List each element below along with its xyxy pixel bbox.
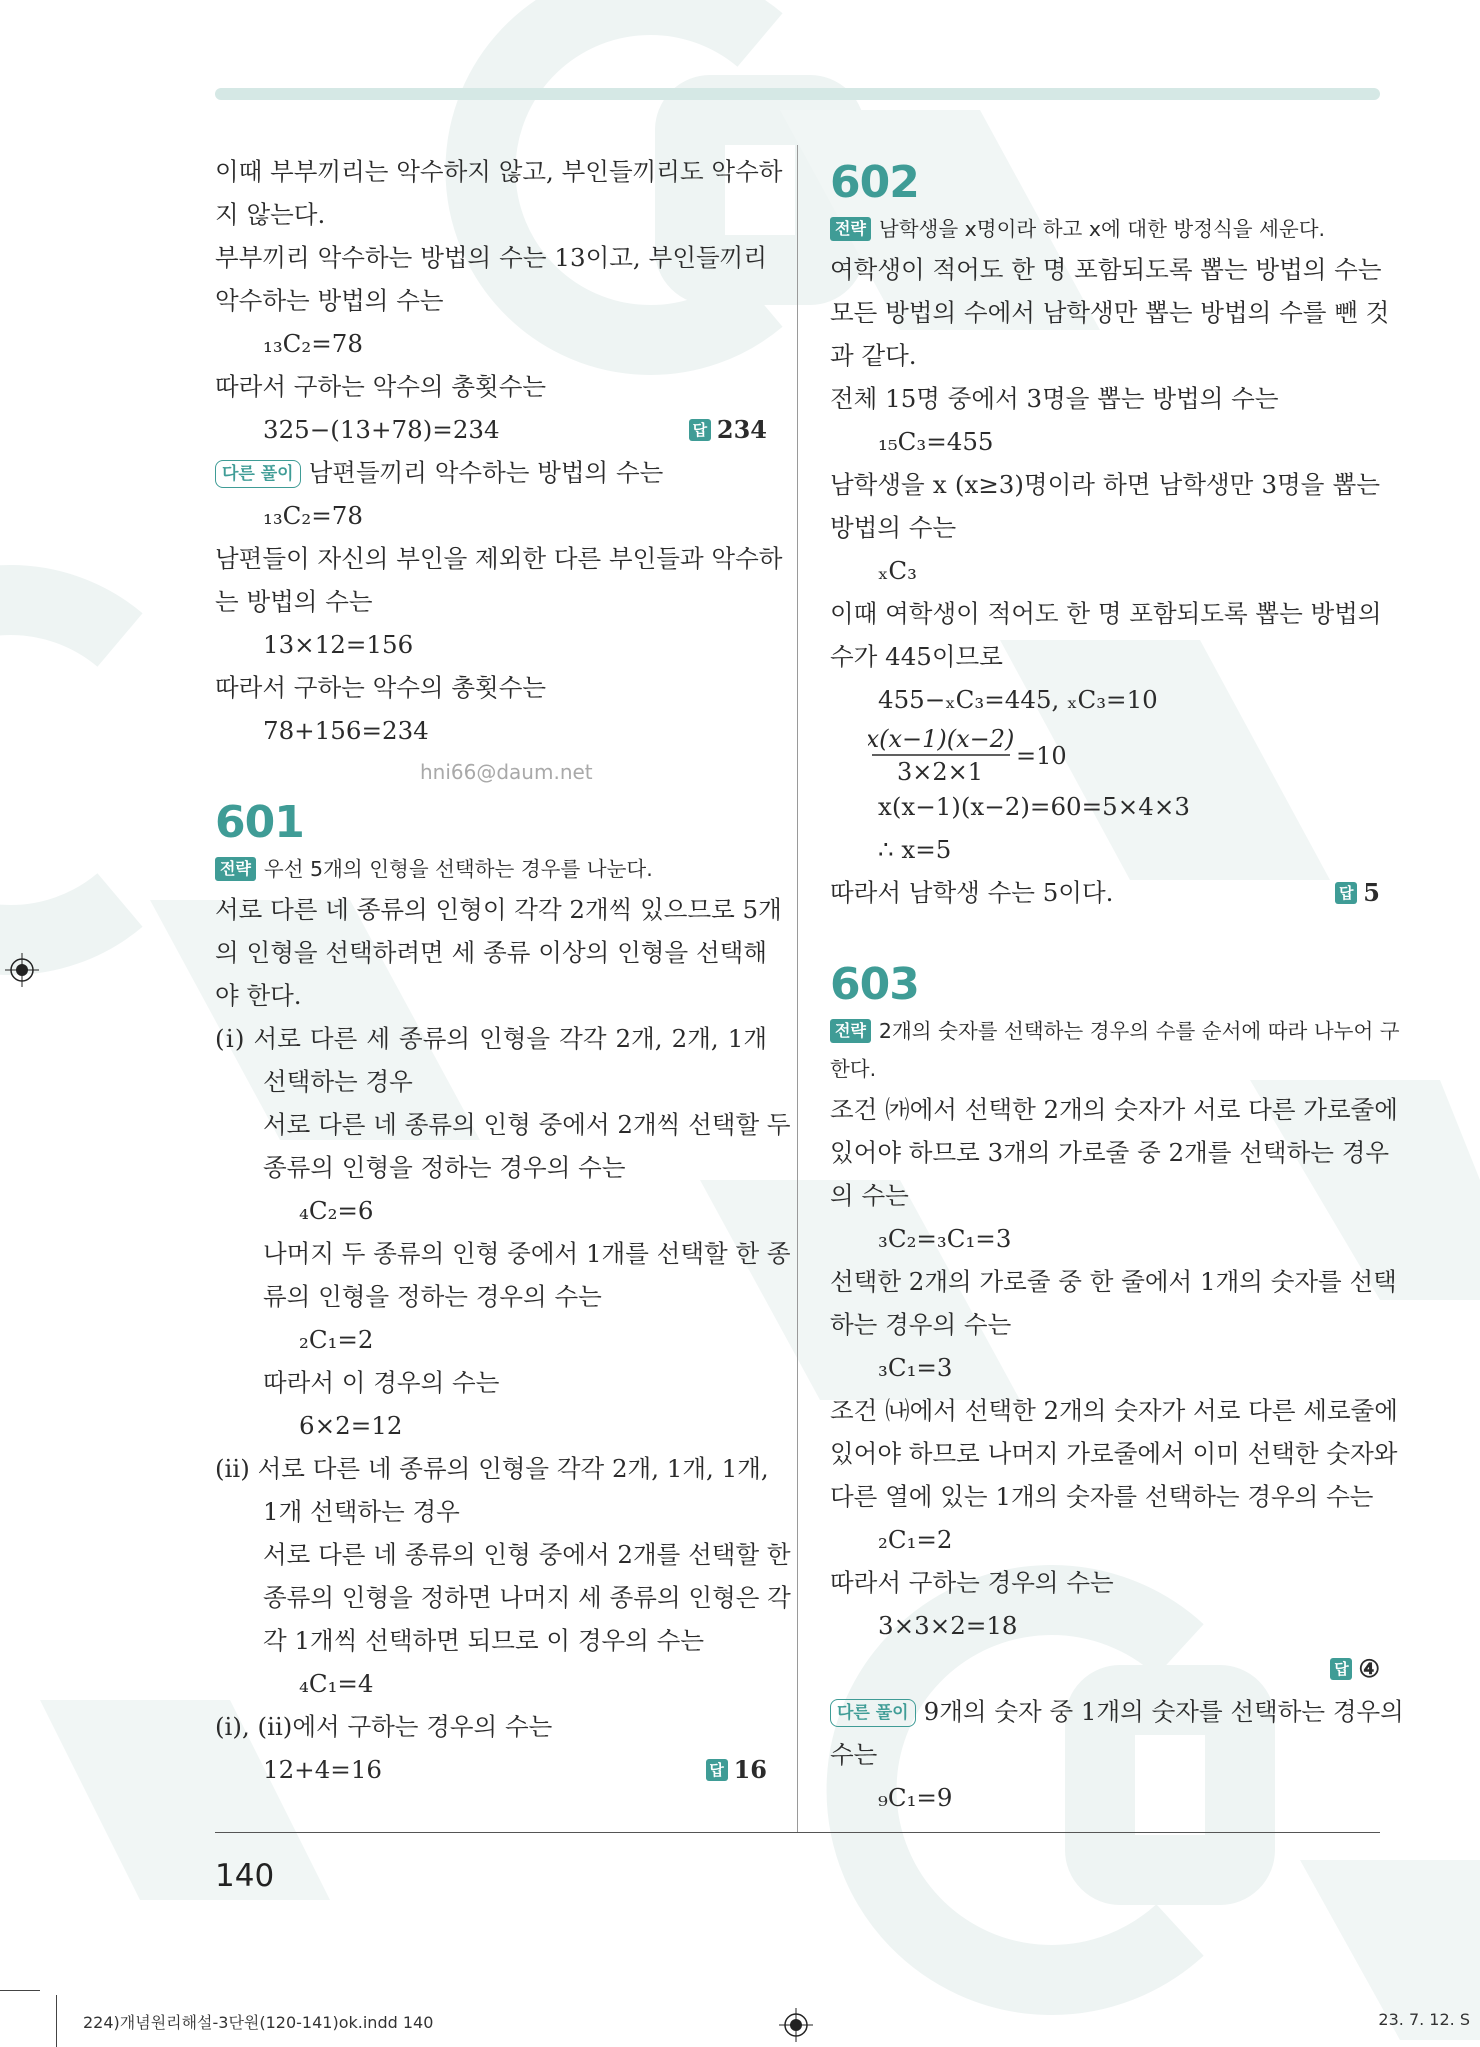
line-text: 야 한다. [215, 981, 302, 1010]
text-line [830, 1303, 1380, 1346]
watermark-email: hni66@daum.net [420, 760, 593, 784]
line-text: 서로 다른 네 종류의 인형이 각각 2개씩 있으므로 5개 [215, 895, 782, 924]
problem-number: 601 [215, 797, 304, 848]
line-text: ₉C₁=9 [878, 1783, 953, 1812]
line-text: 하는 경우의 수는 [830, 1310, 1012, 1339]
registration-mark-icon [5, 953, 39, 987]
line-text: 78+156=234 [263, 716, 429, 745]
text-line [215, 494, 767, 537]
line-text: 1개 선택하는 경우 [263, 1497, 460, 1526]
column-divider [797, 145, 798, 1833]
text-line [215, 408, 767, 451]
fraction-line [830, 721, 1380, 785]
registration-mark-icon [779, 2008, 813, 2042]
text-line [215, 1060, 767, 1103]
text-line [830, 1733, 1380, 1776]
text-line [830, 635, 1380, 678]
text-line [830, 1389, 1398, 1432]
text-line [830, 1647, 1380, 1690]
text-line [215, 1189, 767, 1232]
text-line [215, 1404, 767, 1447]
line-text: (ⅱ) 서로 다른 네 종류의 인형을 각각 2개, 1개, 1개, [215, 1454, 769, 1483]
text-line [215, 279, 767, 322]
text-line [830, 592, 1380, 635]
line-text: 선택하는 경우 [263, 1067, 413, 1096]
text-line [215, 1576, 791, 1619]
line-text: ₓC₃ [878, 556, 917, 585]
text-line [215, 451, 767, 494]
line-text: 수는 [830, 1740, 878, 1769]
strategy-tag: 전략 [215, 857, 256, 881]
line-text: ₃C₁=3 [878, 1353, 953, 1382]
footer-date: 23. 7. 12. S [1378, 2010, 1470, 2029]
text-line [215, 1490, 767, 1533]
text-line [215, 236, 767, 279]
text-line [830, 463, 1380, 506]
line-text: 따라서 구하는 악수의 총횟수는 [215, 372, 547, 401]
header-bar [215, 88, 1380, 100]
answer-mark [689, 408, 767, 451]
line-text: ₂C₁=2 [878, 1525, 953, 1554]
text-line [830, 1690, 1404, 1733]
answer-value: 16 [733, 1755, 767, 1784]
line-text: 3×3×2=18 [878, 1611, 1018, 1640]
text-line [215, 974, 767, 1017]
answer-value: 234 [716, 415, 767, 444]
line-text: ₁₅C₃=455 [878, 427, 994, 456]
text-line [830, 1475, 1380, 1518]
line-text: 는 방법의 수는 [215, 587, 373, 616]
line-text: 다른 열에 있는 1개의 숫자를 선택하는 경우의 수는 [830, 1482, 1374, 1511]
fraction-result: =10 [1016, 742, 1067, 770]
text-line [215, 666, 767, 709]
line-text: ∴ x=5 [878, 835, 952, 864]
text-line [215, 709, 767, 752]
text-line [830, 1131, 1390, 1174]
line-text: 수가 445이므로 [830, 642, 1003, 671]
answer-value: ④ [1358, 1654, 1380, 1683]
line-text: (ⅰ), (ⅱ)에서 구하는 경우의 수는 [215, 1712, 553, 1741]
text-line [215, 1705, 767, 1748]
text-line [830, 1217, 1380, 1260]
line-text: ₁₃C₂=78 [263, 329, 363, 358]
line-text: 이때 여학생이 적어도 한 명 포함되도록 뽑는 방법의 [830, 599, 1382, 628]
line-text: 6×2=12 [299, 1411, 403, 1440]
text-line [215, 365, 767, 408]
alternative-solution-badge: 다른 풀이 [215, 460, 301, 488]
text-line [215, 1361, 767, 1404]
line-text: 모든 방법의 수에서 남학생만 뽑는 방법의 수를 뺀 것 [830, 298, 1390, 327]
answer-mark [1335, 871, 1380, 914]
line-text: 각 1개씩 선택하면 되므로 이 경우의 수는 [263, 1626, 704, 1655]
text-line [215, 931, 767, 974]
answer-mark [706, 1748, 767, 1791]
answer-value: 5 [1363, 878, 1380, 907]
text-line [830, 377, 1380, 420]
line-text: 종류의 인형을 정하는 경우의 수는 [263, 1153, 626, 1182]
line-text: ₄C₂=6 [299, 1196, 374, 1225]
line-text: 여학생이 적어도 한 명 포함되도록 뽑는 방법의 수는 [830, 255, 1382, 284]
line-text: 방법의 수는 [830, 513, 957, 542]
text-line [830, 1518, 1380, 1561]
text-line [215, 1748, 767, 1791]
line-text: ₄C₁=4 [299, 1669, 374, 1698]
text-line [215, 580, 767, 623]
line-text: 이때 부부끼리는 악수하지 않고, 부인들끼리도 악수하 [215, 157, 783, 186]
line-text: ₂C₁=2 [299, 1325, 374, 1354]
text-line [215, 322, 767, 365]
spacer [830, 914, 1380, 952]
answer-tag-icon: 답 [706, 1759, 728, 1781]
left-column [215, 150, 791, 1791]
strategy-text: 2개의 숫자를 선택하는 경우의 수를 순서에 따라 나누어 구 [878, 1019, 1400, 1043]
line-text: 조건 ㈎에서 선택한 2개의 숫자가 서로 다른 가로줄에 [830, 1095, 1398, 1124]
line-text: 선택한 2개의 가로줄 중 한 줄에서 1개의 숫자를 선택 [830, 1267, 1397, 1296]
line-text: 악수하는 방법의 수는 [215, 286, 444, 315]
line-text: ₁₃C₂=78 [263, 501, 363, 530]
line-text: 있어야 하므로 3개의 가로줄 중 2개를 선택하는 경우 [830, 1138, 1390, 1167]
line-text: 따라서 구하는 경우의 수는 [830, 1568, 1114, 1597]
text-line [830, 785, 1380, 828]
text-line [215, 193, 767, 236]
fraction-denominator: 3×2×1 [896, 758, 984, 785]
line-text: 따라서 구하는 악수의 총횟수는 [215, 673, 547, 702]
text-line [830, 334, 1380, 377]
strategy-line [830, 210, 1380, 248]
text-line [830, 1088, 1398, 1131]
answer-tag-icon: 답 [1335, 882, 1357, 904]
line-text: 남학생을 x (x≥3)명이라 하면 남학생만 3명을 뽑는 [830, 470, 1380, 499]
line-text: 있어야 하므로 나머지 가로줄에서 이미 선택한 숫자와 [830, 1439, 1398, 1468]
line-text: 서로 다른 네 종류의 인형 중에서 2개를 선택할 한 [263, 1540, 791, 1569]
line-text: 455−ₓC₃=445, ₓC₃=10 [878, 685, 1158, 714]
text-line [215, 1103, 791, 1146]
line-text: 종류의 인형을 정하면 나머지 세 종류의 인형은 각 [263, 1583, 791, 1612]
text-line [830, 248, 1380, 291]
text-line [830, 506, 1380, 549]
line-text: 류의 인형을 정하는 경우의 수는 [263, 1282, 602, 1311]
text-line [215, 1275, 767, 1318]
text-line [215, 888, 782, 931]
text-line [830, 678, 1380, 721]
fraction [868, 721, 1128, 785]
line-text: (ⅰ) 서로 다른 세 종류의 인형을 각각 2개, 2개, 1개 [215, 1024, 767, 1053]
answer-tag-icon: 답 [689, 419, 711, 441]
text-line [215, 1447, 767, 1490]
strategy-line [215, 850, 767, 888]
line-text: 지 않는다. [215, 200, 326, 229]
text-line [830, 420, 1380, 463]
line-text: 따라서 이 경우의 수는 [263, 1368, 500, 1397]
text-line [830, 1561, 1380, 1604]
text-line [215, 623, 767, 666]
problem-number: 603 [830, 959, 919, 1010]
footer-rule [215, 1832, 1380, 1833]
line-text: 전체 15명 중에서 3명을 뽑는 방법의 수는 [830, 384, 1279, 413]
text-line [830, 1604, 1380, 1647]
line-text: x(x−1)(x−2)=60=5×4×3 [878, 792, 1190, 821]
crop-mark [56, 1995, 57, 2047]
strategy-tag: 전략 [830, 1019, 871, 1043]
fraction-numerator: x(x−1)(x−2) [868, 725, 1015, 753]
line-text: 부부끼리 악수하는 방법의 수는 13이고, 부인들끼리 [215, 243, 767, 272]
alternative-solution-badge: 다른 풀이 [830, 1699, 916, 1727]
crop-mark [0, 1990, 40, 1991]
text-line [830, 1174, 1380, 1217]
line-text: 의 인형을 선택하려면 세 종류 이상의 인형을 선택해 [215, 938, 767, 967]
text-line [830, 549, 1380, 592]
text-line [215, 537, 783, 580]
text-line [215, 1318, 767, 1361]
line-text: 따라서 남학생 수는 5이다. [830, 878, 1114, 907]
answer-tag-icon: 답 [1330, 1658, 1352, 1680]
line-text: 서로 다른 네 종류의 인형 중에서 2개씩 선택할 두 [263, 1110, 791, 1139]
line-text: ₃C₂=₃C₁=3 [878, 1224, 1012, 1253]
text-line [830, 871, 1380, 914]
text-line [215, 1232, 791, 1275]
line-text: 12+4=16 [263, 1755, 382, 1784]
line-text: 325−(13+78)=234 [263, 415, 500, 444]
strategy-line: 한다. [830, 1057, 877, 1081]
strategy-line [830, 1012, 1400, 1050]
text-line [830, 1432, 1398, 1475]
line-text: 나머지 두 종류의 인형 중에서 1개를 선택할 한 종 [263, 1239, 791, 1268]
line-text: 13×12=156 [263, 630, 414, 659]
text-line [830, 291, 1390, 334]
text-line [215, 150, 783, 193]
text-line [830, 1260, 1397, 1303]
answer-mark [1330, 1647, 1380, 1690]
text-line [830, 1776, 1380, 1819]
text-line [215, 1662, 767, 1705]
text-line [830, 1346, 1380, 1389]
line-text: 9개의 숫자 중 1개의 숫자를 선택하는 경우의 [923, 1697, 1404, 1726]
line-text: 조건 ㈏에서 선택한 2개의 숫자가 서로 다른 세로줄에 [830, 1396, 1398, 1425]
right-column [830, 150, 1404, 1819]
line-text: 남편들이 자신의 부인을 제외한 다른 부인들과 악수하 [215, 544, 783, 573]
line-text: 의 수는 [830, 1181, 909, 1210]
page-number: 140 [215, 1858, 275, 1894]
text-line [830, 828, 1380, 871]
footer-filename: 224)개념원리해설-3단원(120-141)ok.indd 140 [83, 2013, 434, 2032]
text-line [215, 1146, 767, 1189]
problem-number: 602 [830, 157, 919, 208]
strategy-text: 우선 5개의 인형을 선택하는 경우를 나눈다. [263, 857, 653, 881]
line-text: 과 같다. [830, 341, 917, 370]
strategy-tag: 전략 [830, 217, 871, 241]
text-line [215, 1619, 767, 1662]
text-line [215, 1533, 791, 1576]
text-line [215, 1017, 767, 1060]
strategy-text: 남학생을 x명이라 하고 x에 대한 방정식을 세운다. [878, 217, 1326, 241]
line-text: 남편들끼리 악수하는 방법의 수는 [308, 458, 664, 487]
